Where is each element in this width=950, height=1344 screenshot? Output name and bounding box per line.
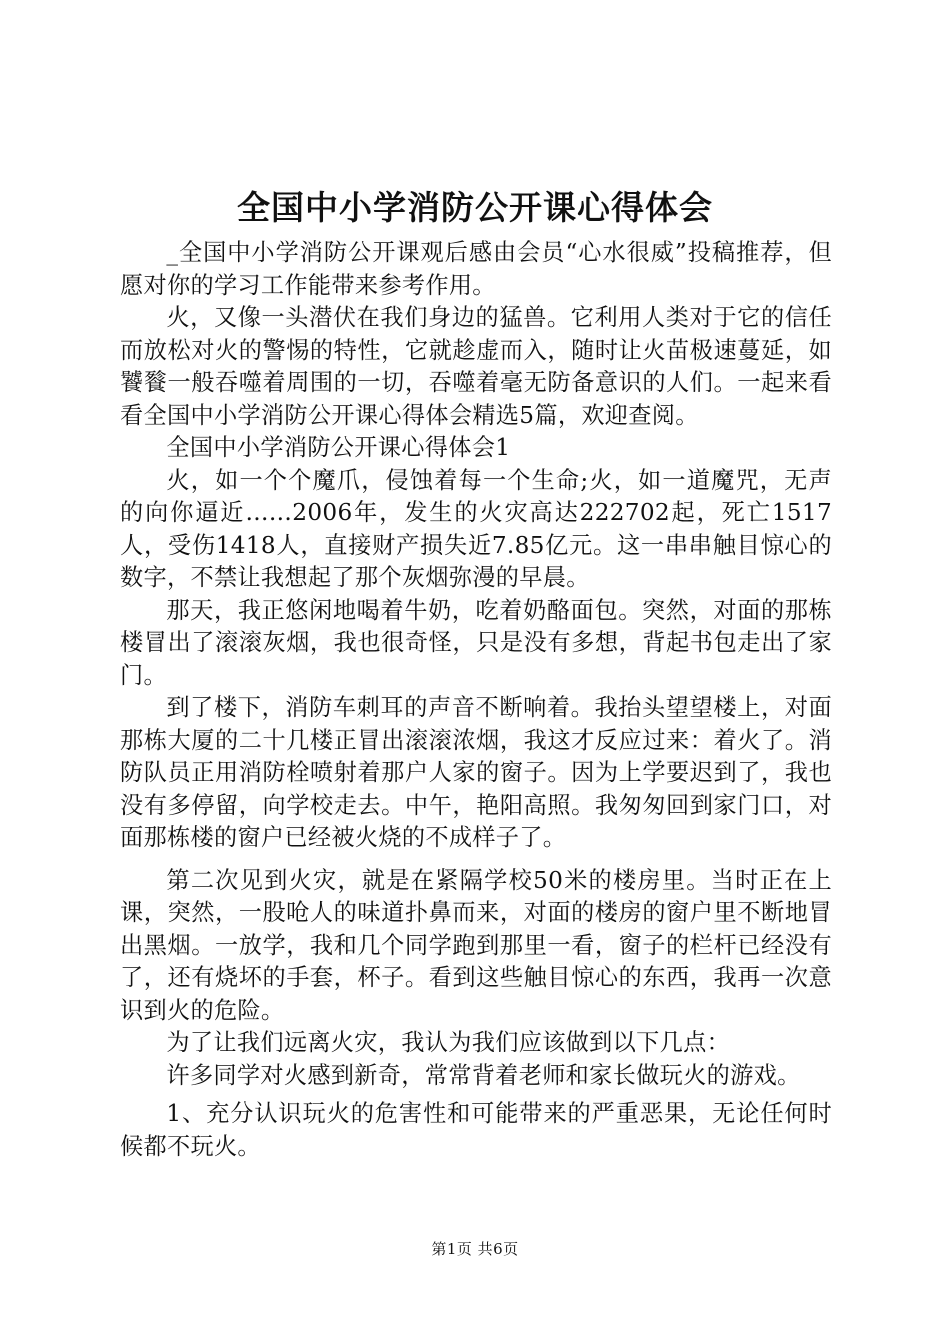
body-paragraph: 火，如一个个魔爪，侵蚀着每一个生命;火，如一道魔咒，无声的向你逼近……2006年，发生的火灾高达222702起，死亡1517人，受伤1418人，直接财产损失近7.85亿元。这一串串触目惊心的数字，不禁让我想起了那个灰烟弥漫的早晨。 bbox=[120, 466, 832, 591]
body-paragraph: 第二次见到火灾，就是在紧隔学校50米的楼房里。当时正在上课，突然，一股呛人的味道扑鼻而来，对面的楼房的窗户里不断地冒出黑烟。一放学，我和几个同学跑到那里一看，窗子的栏杆已经没有了，还有烧坏的手套，杯子。看到这些触目惊心的东西，我再一次意识到火的危险。 bbox=[120, 866, 832, 1024]
intro-paragraph: _全国中小学消防公开课观后感由会员“心水很威”投稿推荐，但愿对你的学习工作能带来参考作用。 bbox=[120, 239, 832, 299]
document-title: 全国中小学消防公开课心得体会 bbox=[237, 188, 713, 227]
body-paragraph: 为了让我们远离火灾，我认为我们应该做到以下几点： bbox=[166, 1029, 731, 1056]
document-body bbox=[120, 237, 832, 1163]
list-item: 1、充分认识玩火的危害性和可能带来的严重恶果，无论任何时候都不玩火。 bbox=[120, 1100, 832, 1160]
body-paragraph: 火，又像一头潜伏在我们身边的猛兽。它利用人类对于它的信任而放松对火的警惕的特性，它就趁虚而入，随时让火苗极速蔓延，如饕餮一般吞噬着周围的一切，吞噬着毫无防备意识的人们。一起来看看全国中小学消防公开课心得体会精选5篇，欢迎查阅。 bbox=[120, 304, 832, 429]
body-paragraph: 到了楼下，消防车刺耳的声音不断响着。我抬头望望楼上，对面那栋大厦的二十几楼正冒出滚滚浓烟，我这才反应过来：着火了。消防队员正用消防栓喷射着那户人家的窗子。因为上学要迟到了，我也没有多停留，向学校走去。中午，艳阳高照。我匆匆回到家门口，对面那栋楼的窗户已经被火烧的不成样子了。 bbox=[120, 694, 832, 851]
body-paragraph: 那天，我正悠闲地喝着牛奶，吃着奶酪面包。突然，对面的那栋楼冒出了滚滚灰烟，我也很奇怪，只是没有多想，背起书包走出了家门。 bbox=[120, 596, 832, 689]
body-paragraph: 许多同学对火感到新奇，常常背着老师和家长做玩火的游戏。 bbox=[166, 1061, 801, 1089]
section-heading: 全国中小学消防公开课心得体会1 bbox=[166, 434, 511, 461]
page-number-footer: 第1页 共6页 bbox=[431, 1240, 519, 1258]
